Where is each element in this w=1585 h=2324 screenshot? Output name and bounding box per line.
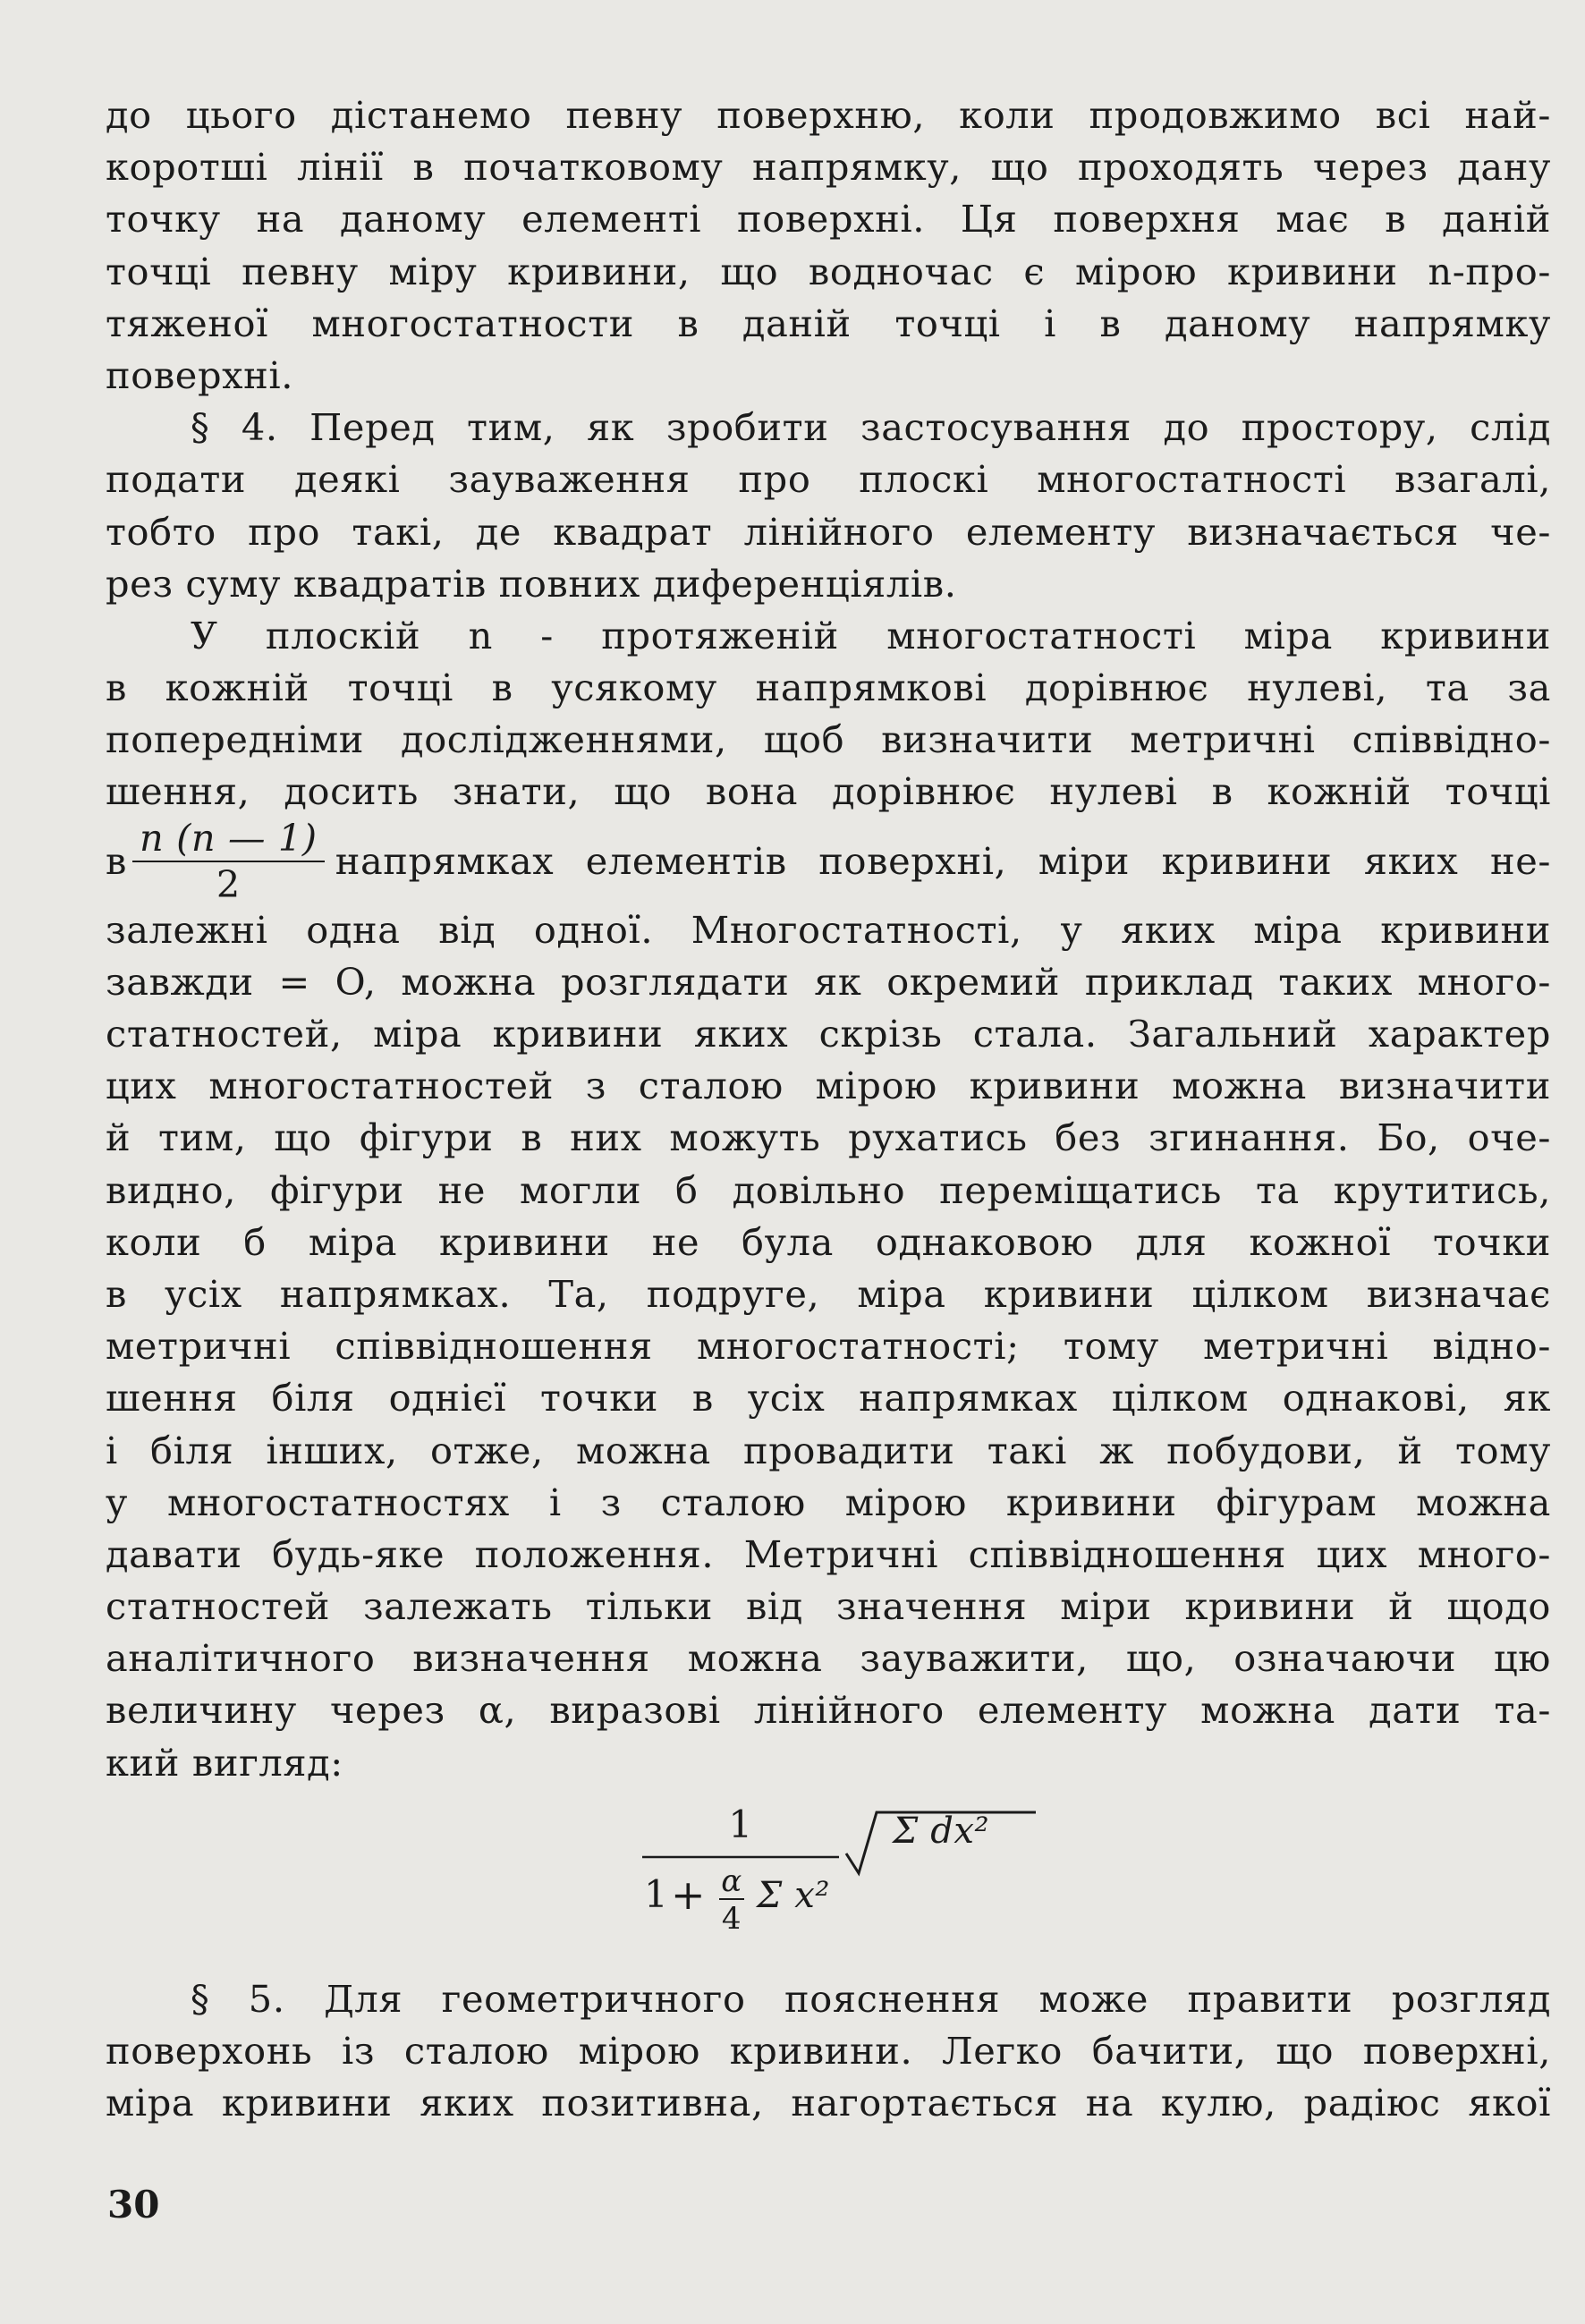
formula-den-one: 1: [644, 1871, 669, 1916]
fraction-denominator: 2: [216, 861, 241, 906]
text-line: точці певну міру кривини, що водночас є мірою кривини n-про-: [106, 249, 1551, 293]
text-line: міра кривини яких позитивна, нагортається на кулю, радіюс якої: [106, 2081, 1551, 2125]
text-line: метричні співвідношення многостатності; тому метричні відно-: [106, 1324, 1551, 1369]
text-line: поверхні.: [106, 352, 294, 397]
text-line: цих многостатностей з сталою мірою кривини можна визначити: [106, 1064, 1551, 1108]
formula-four: 4: [721, 1900, 742, 1937]
text-line: тяженої многостатности в даній точці і в даному напрямку: [106, 301, 1551, 345]
text-line: коротші лінії в початковому напрямку, що проходять через дану: [106, 145, 1551, 190]
text-line: в кожній точці в усякому напрямкові дорівнює нулеві, та за: [106, 666, 1551, 710]
text-line: поверхонь із сталою мірою кривини. Легко бачити, що поверхні,: [106, 2029, 1551, 2073]
page-number: 30: [107, 2183, 160, 2226]
text-line: кий вигляд:: [106, 1740, 343, 1785]
fraction-prefix: в: [106, 838, 127, 883]
text-line: у многостатностях і з сталою мірою кривини фігурам можна: [106, 1480, 1551, 1524]
paragraph-start-line: У плоскій n - протяженій многостатності міра кривини: [191, 613, 1551, 657]
text-line: статностей, міра кривини яких скрізь стала. Загальний характер: [106, 1012, 1551, 1056]
formula-radicand: Σ dx²: [893, 1810, 990, 1852]
text-line: шення, досить знати, що вона дорівнює нулеві в кожній точці: [106, 769, 1551, 814]
text-line: давати будь-яке положення. Метричні співвідношення цих много-: [106, 1531, 1551, 1576]
inline-fraction: [132, 815, 325, 906]
text-line: подати деякі зауваження про плоскі многостатності взагалі,: [106, 457, 1551, 502]
text-line: залежні одна від одної. Многостатності, у яких міра кривини: [106, 907, 1551, 952]
section-4-heading-line: § 4. Перед тим, як зробити застосування до простору, слід: [191, 405, 1551, 450]
text-line: до цього дістанемо певну поверхню, коли продовжимо всі най-: [106, 93, 1551, 137]
formula-numerator: 1: [728, 1802, 753, 1846]
text-line: попередніми дослідженнями, щоб визначити метричні співвідно-: [106, 717, 1551, 762]
text-line: величину через α, виразові лінійного елементу можна дати та-: [106, 1688, 1551, 1733]
text-line: й тим, що фігури в них можуть рухатись без згинання. Бо, оче-: [106, 1115, 1551, 1160]
text-line: завжди = O, можна розглядати як окремий приклад таких много-: [106, 959, 1551, 1004]
text-line: статностей залежать тільки від значення міри кривини й щодо: [106, 1584, 1551, 1629]
text-line: точку на даному елементі поверхні. Ця поверхня має в даній: [106, 197, 1551, 242]
body-text: [106, 89, 1551, 2129]
text-line: і біля інших, отже, можна провадити такі ж побудови, й тому: [106, 1428, 1551, 1472]
formula-sum-x-squared: Σ x²: [757, 1874, 830, 1916]
text-line: аналітичного визначення можна зауважити, що, означаючи цю: [106, 1636, 1551, 1681]
fraction-line-rest: напрямках елементів поверхні, міри кривини яких не-: [335, 838, 1551, 883]
text-line: рез суму квадратів повних диференціялів.: [106, 561, 957, 606]
line-element-formula: [106, 1802, 1551, 1954]
text-line: тобто про такі, де квадрат лінійного елементу визначається че-: [106, 509, 1551, 554]
section-5-heading-line: § 5. Для геометричного пояснення може правити розгляд: [191, 1976, 1551, 2021]
text-line: коли б міра кривини не була однаковою для кожної точки: [106, 1219, 1551, 1264]
fraction-numerator: n (n — 1): [132, 818, 325, 862]
formula-svg: [615, 1802, 1188, 1954]
text-line: видно, фігури не могли б довільно переміщатись та крутитись,: [106, 1167, 1551, 1212]
text-line: в усіх напрямках. Та, подруге, міра кривини цілком визначає: [106, 1271, 1551, 1316]
formula-alpha: α: [721, 1862, 742, 1899]
fraction-line: [106, 815, 1551, 906]
formula-den-plus: +: [671, 1870, 707, 1919]
text-line: шення біля однієї точки в усіх напрямках цілком однакові, як: [106, 1376, 1551, 1421]
